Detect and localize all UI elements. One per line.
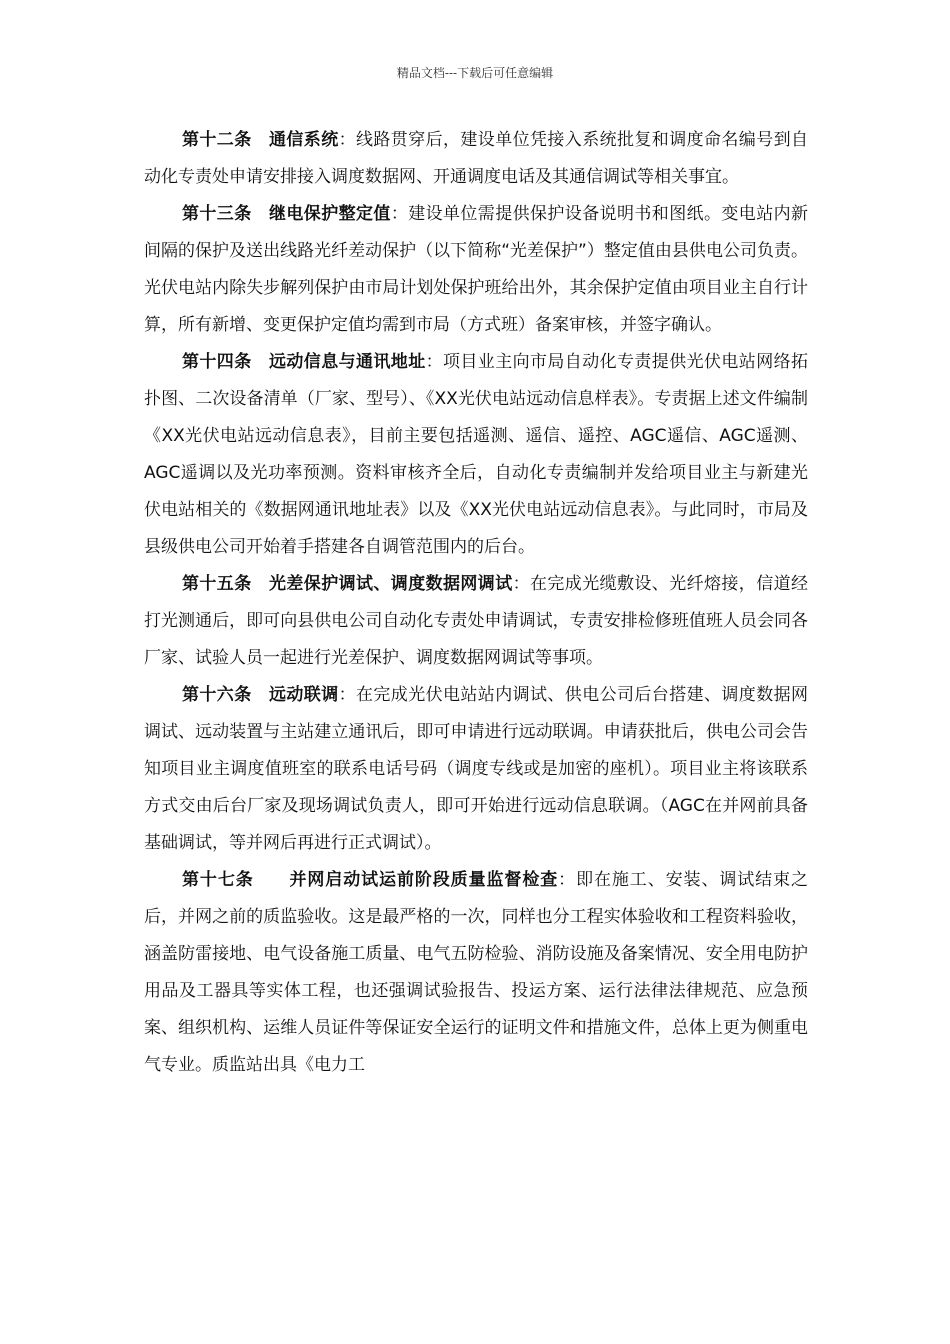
article-17 [144,862,808,1084]
article-text: ：在完成光伏电站站内调试、供电公司后台搭建、调度数据网调试、远动装置与主站建立通讯后，即可申请进行远动联调。申请获批后，供电公司会告知项目业主调度值班室的联系电话号码（调度专线或是加密的座机）。项目业主将该联系方式交由后台厂家及现场调试负责人，即可开始进行远动信息联调。（AGC在并网前具备基础调试，等并网后再进行正式调试）。 [144,685,809,853]
article-text: ：即在施工、安装、调试结束之后，并网之前的质监验收。这是最严格的一次，同样也分工程实体验收和工程资料验收，涵盖防雷接地、电气设备施工质量、电气五防检验、消防设施及备案情况、安全用电防护用品及工器具等实体工程，也还强调试验报告、投运方案、运行法律法律规范、应急预案、组织机构、运维人员证件等保证安全运行的证明文件和措施文件，总体上更为侧重电气专业。质监站出具《电力工 [144,870,809,1075]
article-title: 第十四条 远动信息与通讯地址 [182,352,426,372]
article-title: 第十五条 光差保护调试、调度数据网调试 [182,574,513,594]
article-12 [144,122,808,196]
article-title: 第十六条 远动联调 [182,685,339,705]
article-14 [144,344,808,566]
article-text: ：线路贯穿后，建设单位凭接入系统批复和调度命名编号到自动化专责处申请安排接入调度数据网、开通调度电话及其通信调试等相关事宜。 [144,130,809,187]
article-13 [144,196,808,344]
article-16 [144,677,808,862]
article-title: 第十七条 并网启动试运前阶段质量监督检查 [182,870,559,890]
article-15 [144,566,808,677]
article-title: 第十三条 继电保护整定值 [182,204,391,224]
article-text: ：项目业主向市局自动化专责提供光伏电站网络拓扑图、二次设备清单（厂家、型号）、《XX光伏电站远动信息样表》。专责据上述文件编制《XX光伏电站远动信息表》，目前主要包括遥测、遥信、遥控、AGC遥信、AGC遥测、AGC遥调以及光功率预测。资料审核齐全后，自动化专责编制并发给项目业主与新建光伏电站相关的《数据网通讯地址表》以及《XX光伏电站远动信息表》。与此同时，市局及县级供电公司开始着手搭建各自调管范围内的后台。 [144,352,809,557]
article-text: ：建设单位需提供保护设备说明书和图纸。变电站内新间隔的保护及送出线路光纤差动保护（以下简称“光差保护”）整定值由县供电公司负责。光伏电站内除失步解列保护由市局计划处保护班给出外，其余保护定值由项目业主自行计算，所有新增、变更保护定值均需到市局（方式班）备案审核，并签字确认。 [144,204,809,335]
article-text: ：在完成光缆敷设、光纤熔接，信道经打光测通后，即可向县供电公司自动化专责处申请调试，专责安排检修班值班人员会同各厂家、试验人员一起进行光差保护、调度数据网调试等事项。 [144,574,809,668]
article-title: 第十二条 通信系统 [182,130,339,150]
page-header: 精品文档---下载后可任意编辑 [396,66,554,80]
document-body [144,122,808,1084]
